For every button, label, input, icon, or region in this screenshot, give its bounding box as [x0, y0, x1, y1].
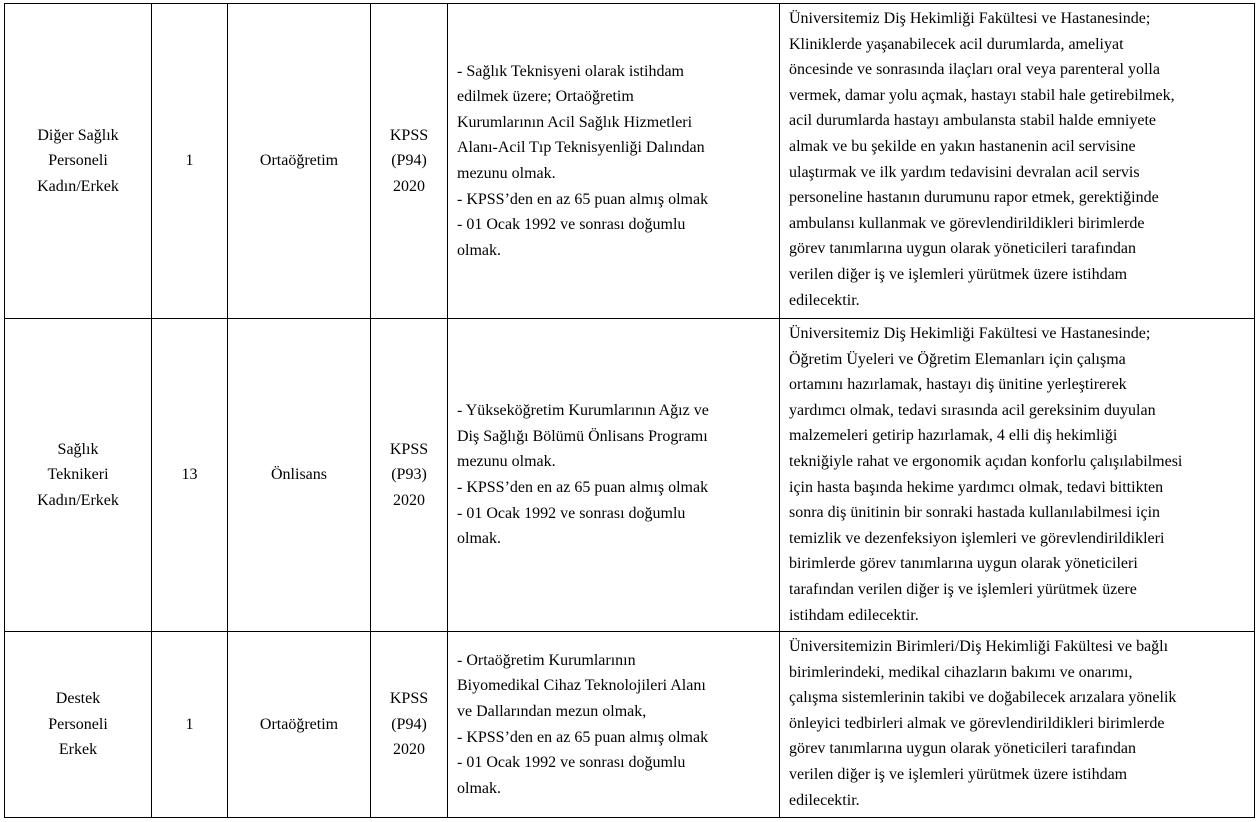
duties-cell: [780, 319, 1255, 632]
kpss-line: KPSS: [389, 440, 429, 458]
duties-cell: [780, 632, 1255, 818]
duty-line: çalışma sistemlerinin takibi ve doğabilecek arızalara yönelik: [789, 689, 1177, 707]
duty-line: vermek, damar yolu açmak, hastayı stabil hale getirebilmek,: [789, 86, 1175, 104]
requirement-line: - KPSS’den en az 65 puan almış olmak: [457, 190, 709, 208]
requirement-line: - KPSS’den en az 65 puan almış olmak: [457, 728, 709, 746]
requirement-line: - Ortaöğretim Kurumlarının: [457, 651, 636, 669]
education-level-cell: Ortaöğretim: [228, 4, 371, 319]
education-level-cell: Önlisans: [228, 319, 371, 632]
duty-line: Öğretim Üyeleri ve Öğretim Elemanları için çalışma: [789, 350, 1126, 368]
duty-line: tekniğiyle rahat ve ergonomik açıdan konforlu çalışılabilmesi: [789, 452, 1183, 470]
duty-line: yardımcı olmak, tedavi sırasında acil gereksinim duyulan: [789, 401, 1156, 419]
duty-line: ortamını hazırlamak, hastayı diş ünitine yerleştirerek: [789, 376, 1127, 394]
requirement-line: - Sağlık Teknisyeni olarak istihdam: [457, 62, 684, 80]
table-row: [5, 4, 1255, 319]
duty-line: tarafından verilen diğer iş ve işlemleri yürütmek üzere: [789, 580, 1137, 598]
requirement-line: olmak.: [457, 530, 501, 548]
duty-line: için hasta başında hekime yardımcı olmak, tedavi bittikten: [789, 478, 1164, 496]
kpss-line: (P94): [391, 715, 427, 733]
position-title-line: Kadın/Erkek: [37, 491, 119, 509]
requirement-line: Alanı-Acil Tıp Teknisyenliği Dalından: [457, 139, 705, 157]
duty-line: Üniversitemiz Diş Hekimliği Fakültesi ve Hastanesinde;: [789, 325, 1151, 342]
position-title-cell: [5, 319, 152, 632]
position-count-cell: 13: [152, 319, 228, 632]
duty-line: edilecektir.: [789, 791, 860, 809]
kpss-cell: [371, 632, 448, 818]
kpss-cell: [371, 319, 448, 632]
duty-line: personeline hastanın durumunu rapor etmek, gerektiğinde: [789, 189, 1159, 207]
kpss-line: 2020: [393, 491, 425, 509]
position-count-cell: 1: [152, 632, 228, 818]
duty-line: önleyici tedbirleri almak ve görevlendirildikleri birimlerde: [789, 714, 1165, 732]
kpss-line: 2020: [393, 741, 425, 759]
position-title-line: Teknikeri: [47, 466, 109, 484]
duty-line: verilen diğer iş ve işlemleri yürütmek üzere istihdam: [789, 265, 1128, 283]
position-count-cell: 1: [152, 4, 228, 319]
position-title-line: Personeli: [48, 152, 108, 170]
kpss-cell: [371, 4, 448, 319]
duty-line: Üniversitemiz Diş Hekimliği Fakültesi ve Hastanesinde;: [789, 10, 1151, 27]
duty-line: Üniversitemizin Birimleri/Diş Hekimliği Fakültesi ve bağlı: [789, 638, 1169, 655]
requirement-line: - 01 Ocak 1992 ve sonrası doğumlu: [457, 504, 686, 522]
requirement-line: mezunu olmak.: [457, 453, 556, 471]
positions-table: [4, 3, 1255, 818]
duty-line: sonra diş ünitinin bir sonraki hastada kullanılabilmesi için: [789, 504, 1161, 522]
kpss-line: KPSS: [389, 690, 429, 708]
duty-line: temizlik ve dezenfeksiyon işlemleri ve görevlendirildikleri: [789, 529, 1165, 547]
kpss-line: (P94): [391, 152, 427, 170]
requirements-cell: [448, 319, 780, 632]
duty-line: acil durumlarda hastayı ambulansta stabil halde emniyete: [789, 112, 1156, 130]
duty-line: birimlerde görev tanımlarına uygun olarak yöneticileri: [789, 555, 1138, 573]
duty-line: verilen diğer iş ve işlemleri yürütmek üzere istihdam: [789, 765, 1128, 783]
requirements-cell: [448, 4, 780, 319]
position-title-line: Sağlık: [57, 440, 99, 458]
position-title-line: Destek: [55, 690, 101, 708]
kpss-line: (P93): [391, 466, 427, 484]
position-title-line: Kadın/Erkek: [37, 177, 119, 195]
position-title-line: Erkek: [58, 741, 98, 759]
requirement-line: mezunu olmak.: [457, 165, 556, 182]
requirement-line: - Yükseköğretim Kurumlarının Ağız ve: [457, 402, 709, 420]
requirement-line: - 01 Ocak 1992 ve sonrası doğumlu: [457, 216, 686, 234]
duty-line: öncesinde ve sonrasında ilaçları oral veya parenteral yolla: [789, 61, 1160, 79]
duty-line: ambulansı kullanmak ve görevlendirildikleri birimlerde: [789, 214, 1145, 232]
duty-line: Kliniklerde yaşanabilecek acil durumlarda, ameliyat: [789, 35, 1124, 53]
requirement-line: - KPSS’den en az 65 puan almış olmak: [457, 479, 709, 496]
kpss-line: 2020: [393, 177, 425, 195]
requirement-line: edilmek üzere; Ortaöğretim: [457, 88, 634, 106]
requirement-line: - 01 Ocak 1992 ve sonrası doğumlu: [457, 754, 686, 772]
position-title-line: Diğer Sağlık: [37, 126, 119, 144]
duty-line: ulaştırmak ve ilk yardım tedavisini devralan acil servis: [789, 163, 1140, 181]
requirement-line: Diş Sağlığı Bölümü Önlisans Programı: [457, 427, 708, 445]
duty-line: almak ve bu şekilde en yakın hastanenin acil servisine: [789, 137, 1136, 155]
requirement-line: olmak.: [457, 241, 501, 259]
duty-line: görev tanımlarına uygun olarak yöneticileri tarafından: [789, 740, 1136, 758]
requirement-line: ve Dallarından mezun olmak,: [457, 702, 647, 720]
requirement-line: Biyomedikal Cihaz Teknolojileri Alanı: [457, 677, 706, 695]
duty-line: edilecektir.: [789, 291, 860, 309]
position-title-cell: [5, 632, 152, 818]
position-title-cell: [5, 4, 152, 319]
table-row: [5, 319, 1255, 632]
duty-line: görev tanımlarına uygun olarak yöneticileri tarafından: [789, 240, 1136, 258]
duty-line: istihdam edilecektir.: [789, 606, 919, 624]
duty-line: malzemeleri getirip hazırlamak, 4 elli diş hekimliği: [789, 427, 1118, 445]
position-title-line: Personeli: [48, 715, 108, 733]
duty-line: birimlerindeki, medikal cihazların bakımı ve onarımı,: [789, 663, 1133, 681]
requirement-line: Kurumlarının Acil Sağlık Hizmetleri: [457, 113, 693, 131]
table-row: [5, 632, 1255, 818]
requirements-cell: [448, 632, 780, 818]
requirement-line: olmak.: [457, 779, 501, 797]
duties-cell: [780, 4, 1255, 319]
kpss-line: KPSS: [389, 126, 429, 144]
education-level-cell: Ortaöğretim: [228, 632, 371, 818]
